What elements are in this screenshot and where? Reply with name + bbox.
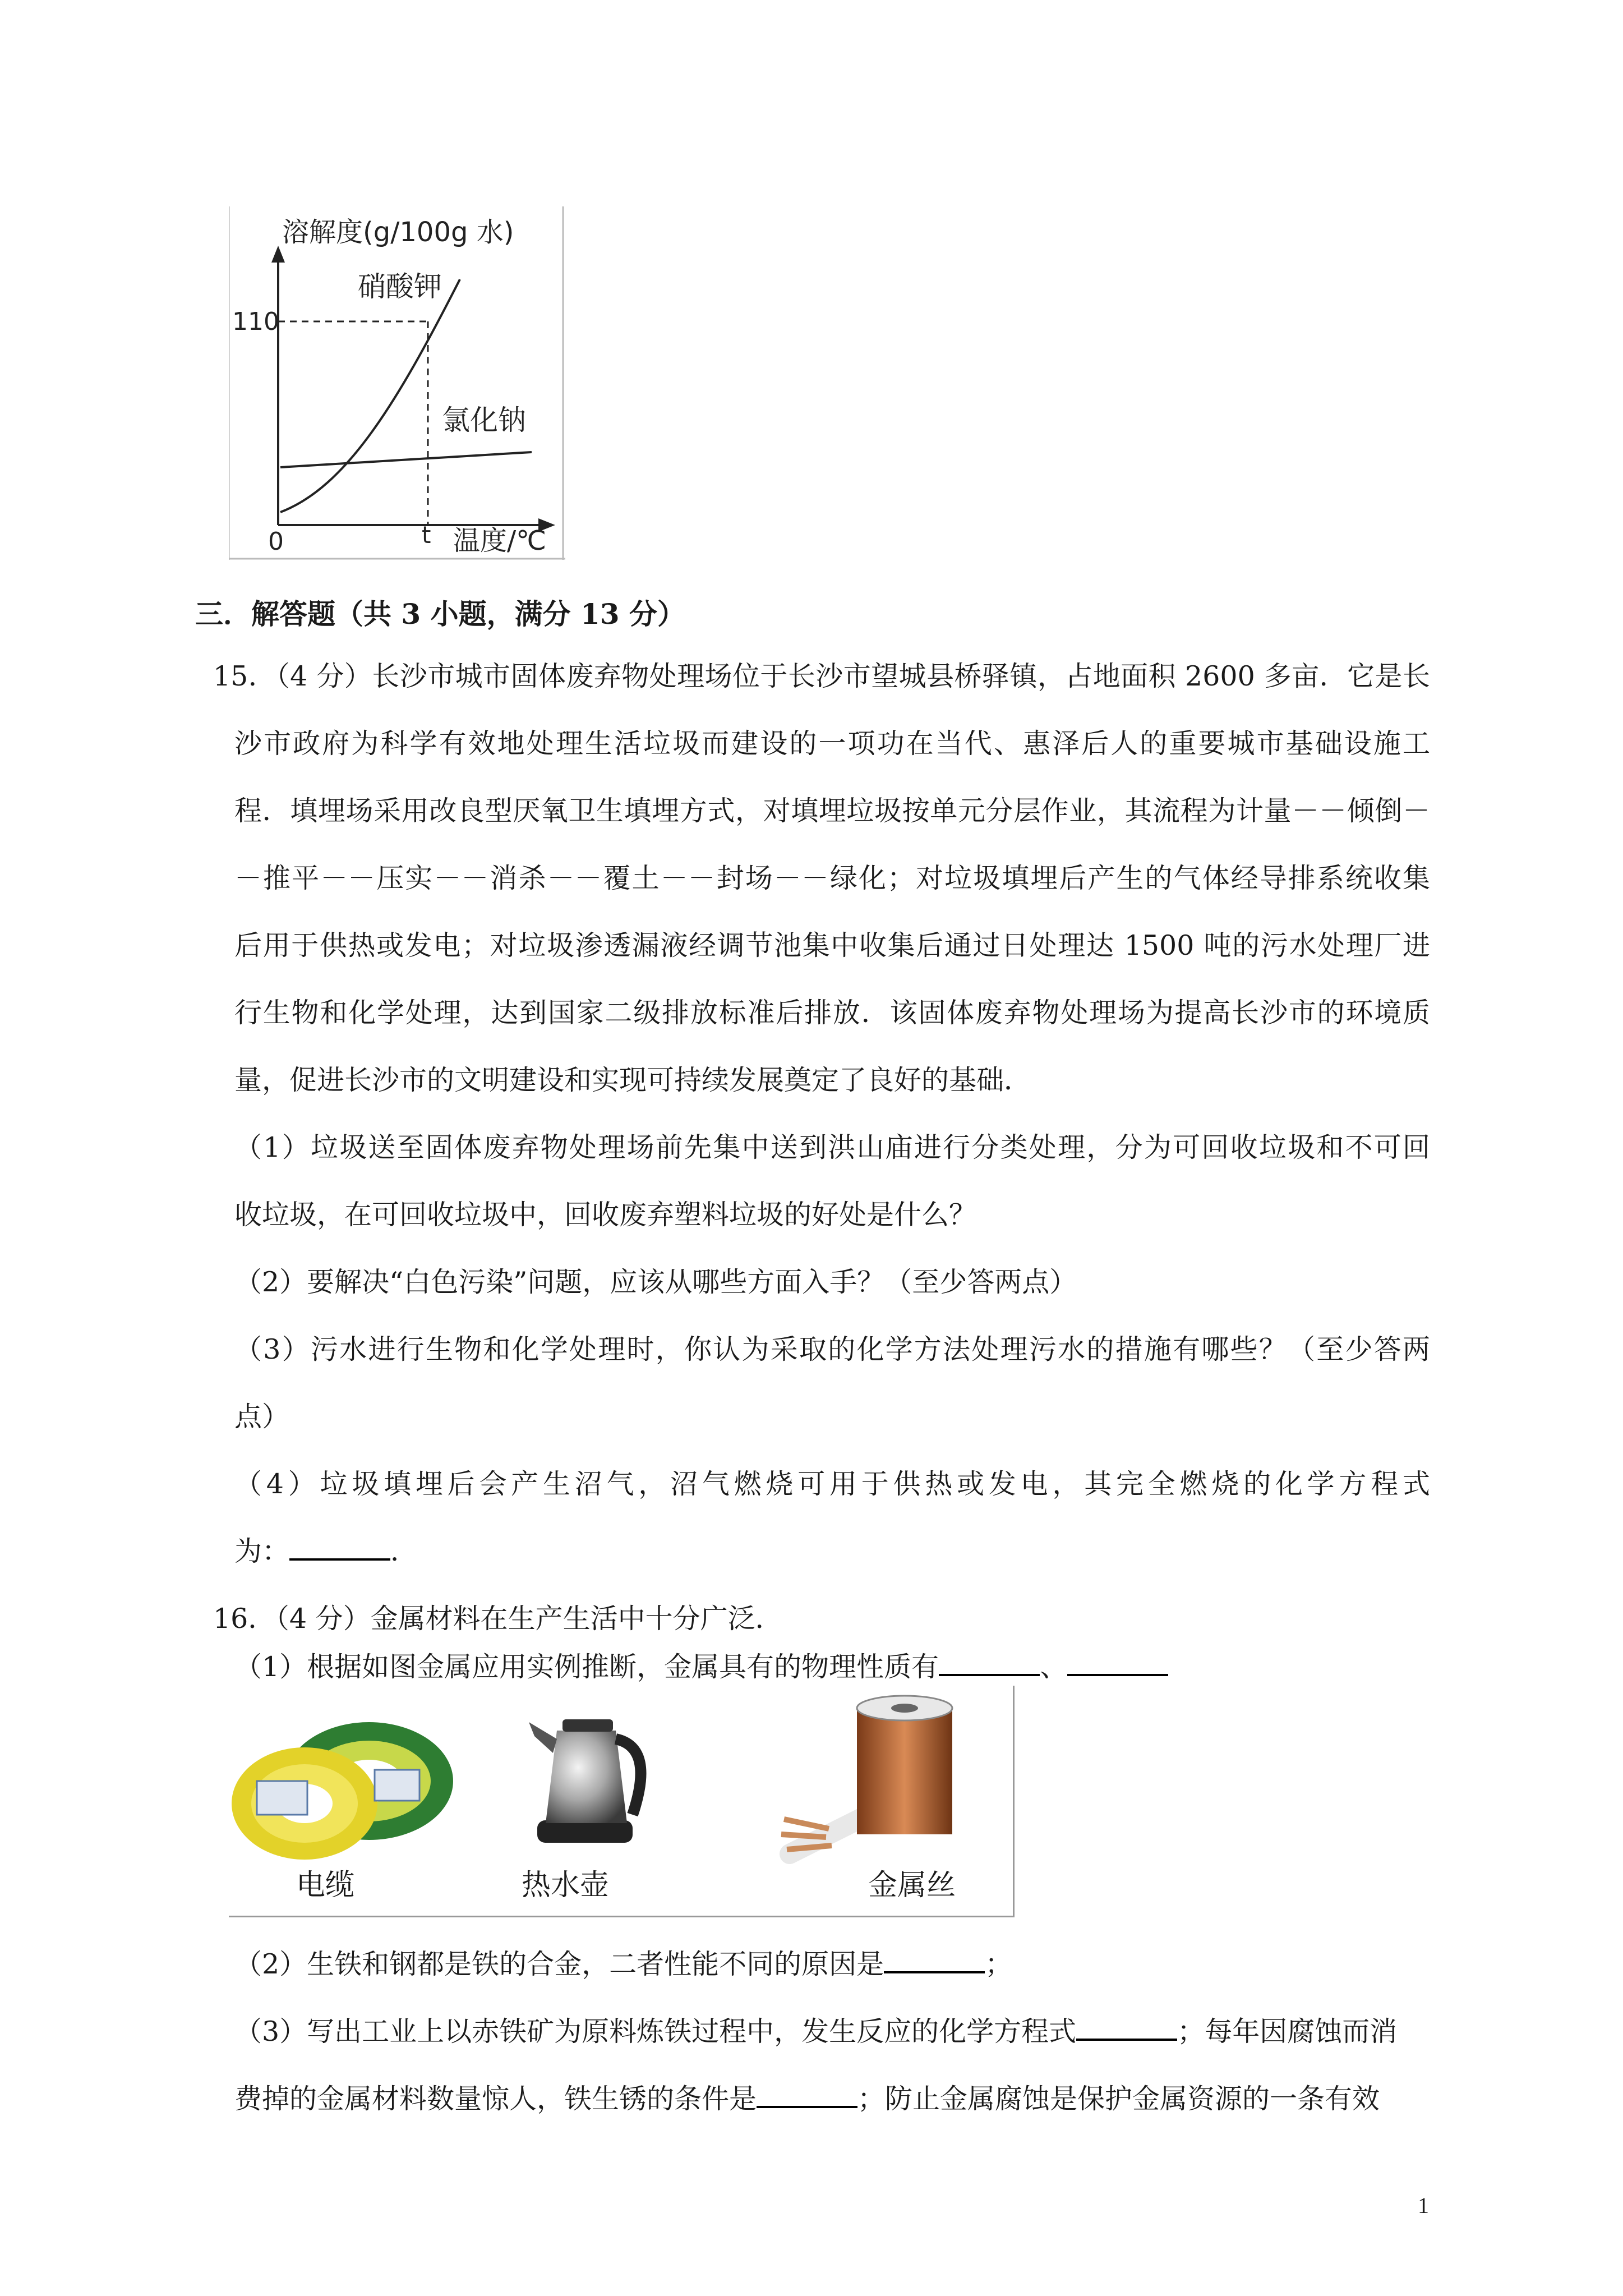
caption-cable: 电缆	[296, 1869, 355, 1902]
y-tick-110: 110	[232, 307, 279, 336]
curve-label-kno3: 硝酸钾	[358, 270, 442, 303]
q15-sub4-line2	[234, 1535, 418, 1568]
sodium-chloride-line	[280, 452, 532, 467]
answer-blank[interactable]	[1076, 2016, 1177, 2041]
q15-line-7: 量，促进长沙市的文明建设和实现可持续发展奠定了良好的基础．	[234, 1064, 1032, 1096]
caption-wire: 金属丝	[868, 1869, 956, 1902]
q16-sub3-prefix: （3）写出工业上以赤铁矿为原料炼铁过程中，发生反应的化学方程式	[234, 2016, 1077, 2047]
caption-kettle: 热水壶	[522, 1869, 610, 1902]
kettle-lid	[562, 1719, 613, 1732]
kettle-spout	[529, 1722, 557, 1753]
y-axis-label: 溶解度(g/100g 水)	[282, 217, 514, 248]
wire-strand-3	[787, 1846, 832, 1849]
spool-hole	[891, 1704, 918, 1713]
q15-line-6: 行生物和化学处理，达到国家二级排放标准后排放．该固体废弃物处理场为提高长沙市的环境质	[234, 997, 1430, 1029]
q15-line-2: 沙市政府为科学有效地处理生活垃圾而建设的一项功在当代、惠泽后人的重要城市基础设施工	[234, 728, 1430, 760]
x-tick-t: t	[422, 521, 431, 549]
wire-strand-2	[781, 1834, 826, 1837]
q16-sub3-line2	[234, 2082, 1380, 2116]
curve-label-nacl: 氯化钠	[442, 404, 526, 436]
kettle-image	[529, 1719, 641, 1843]
q15-sub3-line2: 点）	[234, 1401, 290, 1433]
solubility-graph	[229, 206, 565, 560]
q15-sub1-line1: （1）垃圾送至固体废弃物处理场前先集中送到洪山庙进行分类处理，分为可回收垃圾和不可回	[234, 1131, 1430, 1163]
q16-sub3-line1	[234, 2015, 1397, 2049]
q15-line-5: 后用于供热或发电；对垃圾渗透漏液经调节池集中收集后通过日处理达 1500 吨的污水处理厂进	[234, 930, 1430, 961]
q15-line-4: －推平－－压实－－消杀－－覆土－－封场－－绿化；对垃圾填埋后产生的气体经导排系统收集	[234, 862, 1430, 894]
q15-line-1: 15．（4 分）长沙市城市固体废弃物处理场位于长沙市望城县桥驿镇，占地面积 2600 多亩．它是长	[213, 660, 1430, 692]
page-number: 1	[1418, 2193, 1429, 2218]
q15-sub4-prefix: 为：	[234, 1535, 290, 1567]
q16-stem: 16．（4 分）金属材料在生产生活中十分广泛．	[213, 1603, 783, 1635]
answer-blank[interactable]	[1067, 1651, 1168, 1676]
solubility-graph-svg	[229, 206, 565, 560]
wire-strand-1	[784, 1819, 829, 1829]
kettle-base	[537, 1820, 633, 1843]
q16-sub1-prefix: （1）根据如图金属应用实例推断，金属具有的物理性质有	[234, 1651, 939, 1683]
q16-sub1	[234, 1650, 1168, 1684]
q15-sub2: （2）要解决“白色污染”问题，应该从哪些方面入手？（至少答两点）	[234, 1266, 1077, 1298]
answer-blank[interactable]	[289, 1536, 390, 1561]
q15-sub1-line2: 收垃圾，在可回收垃圾中，回收废弃塑料垃圾的好处是什么？	[234, 1199, 977, 1231]
cable-label-tag	[257, 1781, 307, 1815]
answer-blank[interactable]	[757, 2083, 857, 2108]
q16-sub2-suffix: ；	[985, 1948, 1013, 1980]
potassium-nitrate-curve	[280, 279, 460, 512]
q16-sub1-sep: 、	[1040, 1651, 1068, 1683]
origin-label: 0	[268, 527, 284, 556]
q16-sub3-line2-prefix: 费掉的金属材料数量惊人，铁生锈的条件是	[234, 2083, 757, 2115]
wire-image	[781, 1696, 952, 1854]
q16-sub2-prefix: （2）生铁和钢都是铁的合金，二者性能不同的原因是	[234, 1948, 884, 1980]
section-heading: 三．解答题（共 3 小题，满分 13 分）	[195, 597, 685, 631]
q15-sub4-suffix: ．	[390, 1535, 418, 1567]
q15-sub3-line1: （3）污水进行生物和化学处理时，你认为采取的化学方法处理污水的措施有哪些？（至少答两	[234, 1333, 1430, 1365]
q15-line-3: 程．填埋场采用改良型厌氧卫生填埋方式，对填埋垃圾按单元分层作业，其流程为计量－－倾倒－	[234, 795, 1430, 827]
answer-blank[interactable]	[884, 1949, 985, 1973]
cable-label-tag-2	[375, 1770, 419, 1801]
q15-sub4-line1: （4）垃圾填埋后会产生沼气，沼气燃烧可用于供热或发电，其完全燃烧的化学方程式	[234, 1468, 1430, 1500]
answer-blank[interactable]	[939, 1651, 1040, 1676]
copper-spool	[857, 1708, 952, 1834]
q16-sub3-suffix: ；每年因腐蚀而消	[1177, 2016, 1398, 2047]
cable-image	[232, 1722, 453, 1860]
y-axis-arrow	[271, 246, 285, 263]
q16-sub3-line2-suffix: ；防止金属腐蚀是保护金属资源的一条有效	[857, 2083, 1380, 2115]
x-axis-label: 温度/℃	[453, 525, 547, 556]
q16-sub2	[234, 1948, 1012, 1981]
